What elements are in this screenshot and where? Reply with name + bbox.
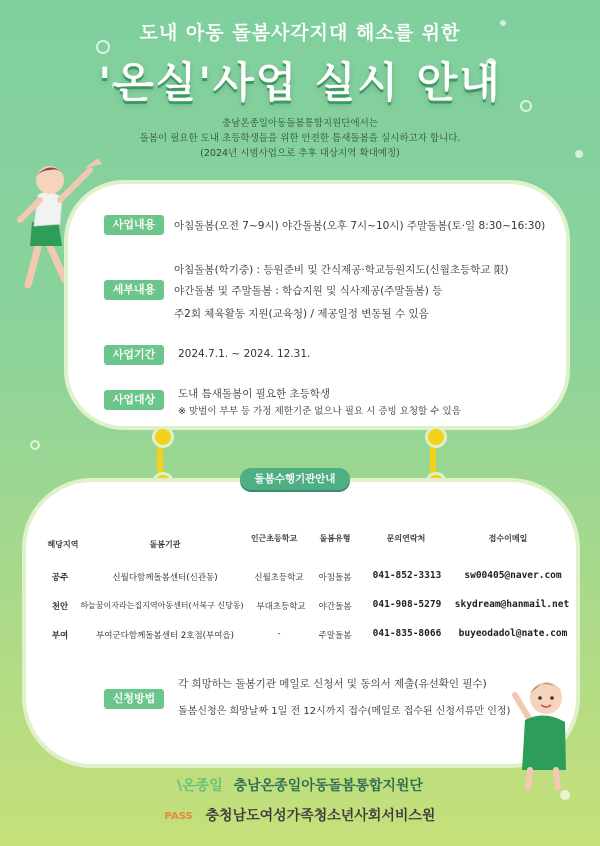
intro-line: 돌봄이 필요한 도내 초등학생들을 위한 안전한 틈새돌봄을 실시하고자 합니다.: [139, 133, 461, 144]
label-details: 세부내용: [104, 280, 164, 300]
table-cell: 041-852-3313: [372, 570, 442, 581]
ondaymark-logo: \온종일: [177, 778, 223, 794]
table-cell: 야간돌봄: [318, 602, 352, 612]
period-text: 2024.7.1. ~ 2024. 12.31.: [178, 348, 311, 360]
table-header: 돌봄기관: [149, 540, 181, 549]
details-line: 아침돌봄(학기중) : 등원준비 및 간식제공·학교등원지도(신월초등학교 限): [174, 264, 509, 276]
connector-left: [157, 436, 163, 484]
details-line: 야간돌봄 및 주말돌봄 : 학습지원 및 식사제공(주말돌봄) 등: [174, 285, 443, 297]
agencies-card: [22, 478, 580, 768]
table-cell: 신월다함께돌봄센터(신관동): [112, 573, 218, 583]
connector-right: [430, 436, 436, 484]
table-header: 인근초등학교: [250, 534, 298, 543]
page-title: '온실'사업 실시 안내: [98, 58, 502, 107]
table-cell: 041-835-8066: [372, 628, 442, 639]
intro-line: (2024년 시범사업으로 추후 대상지역 확대예정): [200, 148, 400, 159]
table-cell: 주말돌봄: [318, 631, 352, 641]
business-content-text: 아침돌봄(오전 7~9시) 야간돌봄(오후 7시~10시) 주말돌봄(토·일 8:30~16:30): [174, 220, 546, 232]
waving-child-illustration: [500, 660, 590, 790]
target-line: ※ 맞벌이 부부 등 가정 제한기준 없으나 필요 시 증빙 요청할 수 있음: [178, 406, 461, 417]
table-header: 해당지역: [47, 540, 79, 549]
pass-logo: PASS: [164, 810, 193, 822]
table-cell: 부여: [51, 631, 69, 641]
header-subtitle: 도내 아동 돌봄사각지대 해소를 위한: [139, 22, 461, 44]
label-target: 사업대상: [104, 390, 164, 410]
target-line: 도내 틈새돌봄이 필요한 초등학생: [178, 388, 331, 400]
apply-line: 각 희망하는 돌봄기관 메일로 신청서 및 동의서 제출(유선확인 필수): [178, 678, 487, 690]
table-header: 접수이메일: [488, 534, 528, 543]
table-cell: 공주: [51, 573, 69, 583]
table-cell: 부여군다함께돌봄센터 2호점(부여읍): [96, 631, 234, 641]
label-period: 사업기간: [104, 345, 164, 365]
intro-line: 충남온종일아동돌봄통합지원단에서는: [221, 118, 378, 129]
org-name-1: 충남온종일아동돌봄통합지원단: [233, 778, 423, 794]
table-cell: 하늘꿈이자라는집지역아동센터(서북구 신당동): [80, 601, 244, 610]
decor-bubble: [30, 440, 40, 450]
table-cell: skydream@hanmail.net: [454, 599, 570, 610]
table-header: 문의연락처: [386, 534, 426, 543]
table-cell: 신월초등학교: [254, 573, 304, 583]
label-apply: 신청방법: [104, 689, 164, 709]
table-cell: 아침돌봄: [318, 573, 352, 583]
table-cell: sw00405@naver.com: [464, 570, 562, 581]
table-cell: 천안: [51, 602, 69, 612]
label-business-content: 사업내용: [104, 215, 164, 235]
table-cell: 041-908-5279: [372, 599, 442, 610]
footer-org-1: [0, 775, 600, 795]
footer-org-2: [0, 805, 600, 825]
org-name-2: 충청남도여성가족청소년사회서비스원: [205, 808, 436, 824]
details-line: 주2회 체육활동 지원(교육청) / 제공일정 변동될 수 있음: [174, 308, 429, 320]
table-cell: -: [277, 629, 281, 639]
table-cell: 부대초등학교: [256, 602, 306, 612]
table-cell: buyeodadol@nate.com: [458, 628, 568, 639]
table-header: 돌봄유형: [319, 534, 351, 543]
agencies-tag: 돌봄수행기관안내: [240, 468, 350, 490]
apply-line: 돌봄신청은 희망날짜 1일 전 12시까지 접수(메일로 접수된 신청서류만 인정): [178, 706, 511, 717]
